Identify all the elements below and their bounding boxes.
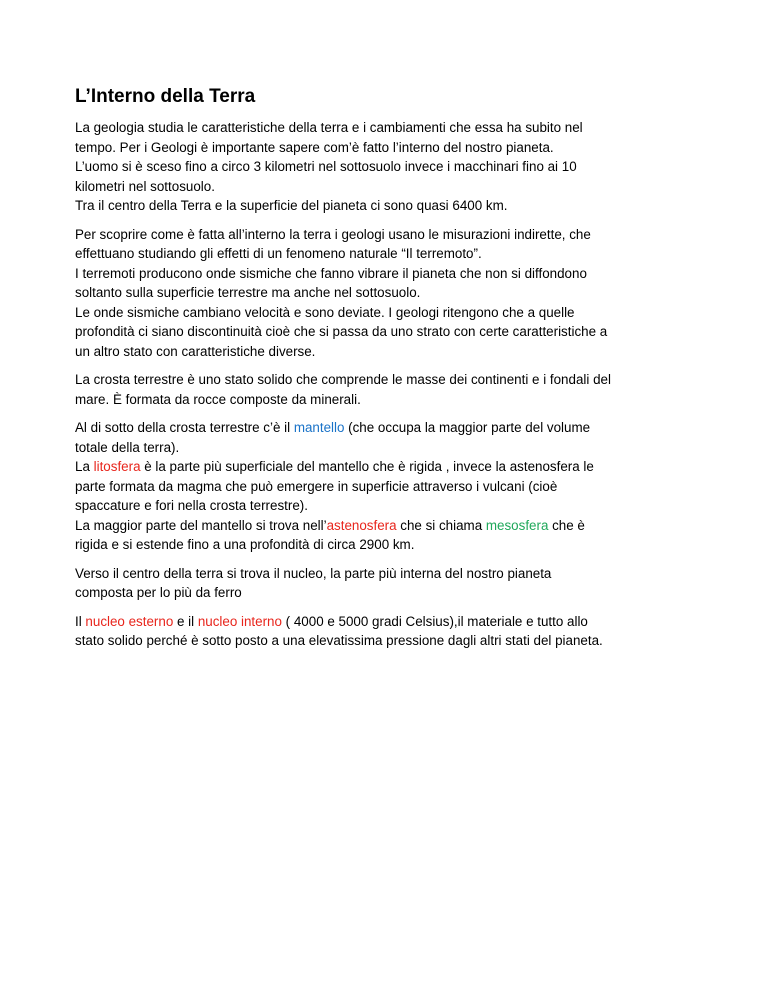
- paragraph-geologia: [75, 118, 705, 216]
- text-segment: che è: [548, 517, 585, 533]
- text-segment: che si chiama: [396, 517, 486, 533]
- text-line: soltanto sulla superficie terrestre ma anche nel sottosuolo.: [75, 285, 421, 300]
- text-line: Le onde sismiche cambiano velocità e sono deviate. I geologi ritengono che a quelle: [75, 304, 575, 320]
- text-segment: La maggior parte del mantello si trova nell’: [75, 517, 327, 533]
- document-title: L’Interno della Terra: [75, 86, 256, 107]
- text-line: L’uomo si è sceso fino a circo 3 kilometri nel sottosuolo invece i macchinari fino ai 10: [75, 159, 577, 174]
- term-nucleo-esterno: nucleo esterno: [85, 613, 174, 629]
- text-segment: (che occupa la maggior parte del volume: [344, 420, 591, 435]
- text-line: rigida e si estende fino a una profondità di circa 2900 km.: [75, 537, 415, 552]
- text-line: La crosta terrestre è uno stato solido che comprende le masse dei continenti e i fondali del: [75, 372, 611, 387]
- text-line: kilometri nel sottosuolo.: [75, 178, 215, 194]
- paragraph-mantello: [75, 418, 705, 555]
- text-segment: è la parte più superficiale del mantello che è rigida , invece la astenosfera le: [140, 459, 594, 474]
- text-line: profondità ci siano discontinuità cioè che si passa da uno strato con certe caratteristiche a: [75, 324, 608, 339]
- text-line: composta per lo più da ferro: [75, 585, 242, 600]
- text-segment: e il: [173, 613, 198, 629]
- term-astenosfera: astenosfera: [326, 517, 397, 533]
- text-line: un altro stato con caratteristiche diverse.: [75, 343, 316, 359]
- document-page: [75, 86, 705, 660]
- text-line: mare. È formata da rocce composte da minerali.: [75, 391, 361, 407]
- text-line: Verso il centro della terra si trova il nucleo, la parte più interna del nostro pianeta: [75, 565, 552, 581]
- text-line: La geologia studia le caratteristiche della terra e i cambiamenti che essa ha subito nel: [75, 120, 583, 135]
- text-line: effettuano studiando gli effetti di un fenomeno naturale “Il terremoto”.: [75, 246, 482, 261]
- paragraph-nucleo: [75, 564, 705, 603]
- paragraph-crosta: [75, 370, 705, 409]
- paragraph-terremoto: [75, 225, 705, 362]
- text-line: tempo. Per i Geologi è importante sapere com’è fatto l’interno del nostro pianeta.: [75, 139, 554, 155]
- paragraph-nucleo-esterno-interno: [75, 612, 705, 651]
- term-litosfera: litosfera: [93, 459, 141, 474]
- text-segment: Il: [75, 613, 86, 629]
- text-segment: ( 4000 e 5000 gradi Celsius),il materiale e tutto allo: [281, 613, 588, 629]
- term-nucleo-interno: nucleo interno: [197, 613, 282, 629]
- text-line: parte formata da magma che può emergere in superficie attraverso i vulcani (cioè: [75, 478, 558, 494]
- text-segment: La: [75, 459, 94, 474]
- text-line: I terremoti producono onde sismiche che fanno vibrare il pianeta che non si diffondono: [75, 265, 587, 281]
- term-mantello: mantello: [293, 420, 345, 435]
- term-mesosfera: mesosfera: [485, 517, 549, 533]
- text-line: Tra il centro della Terra e la superficie del pianeta ci sono quasi 6400 km.: [75, 198, 508, 213]
- text-line: totale della terra).: [75, 439, 180, 455]
- text-line: Per scoprire come è fatta all’interno la terra i geologi usano le misurazioni indirette, che: [75, 226, 591, 242]
- text-segment: Al di sotto della crosta terrestre c’è il: [75, 420, 294, 435]
- text-line: spaccature e fori nella crosta terrestre).: [75, 498, 308, 513]
- text-line: stato solido perché è sotto posto a una elevatissima pressione dagli altri stati del pianeta.: [75, 633, 603, 648]
